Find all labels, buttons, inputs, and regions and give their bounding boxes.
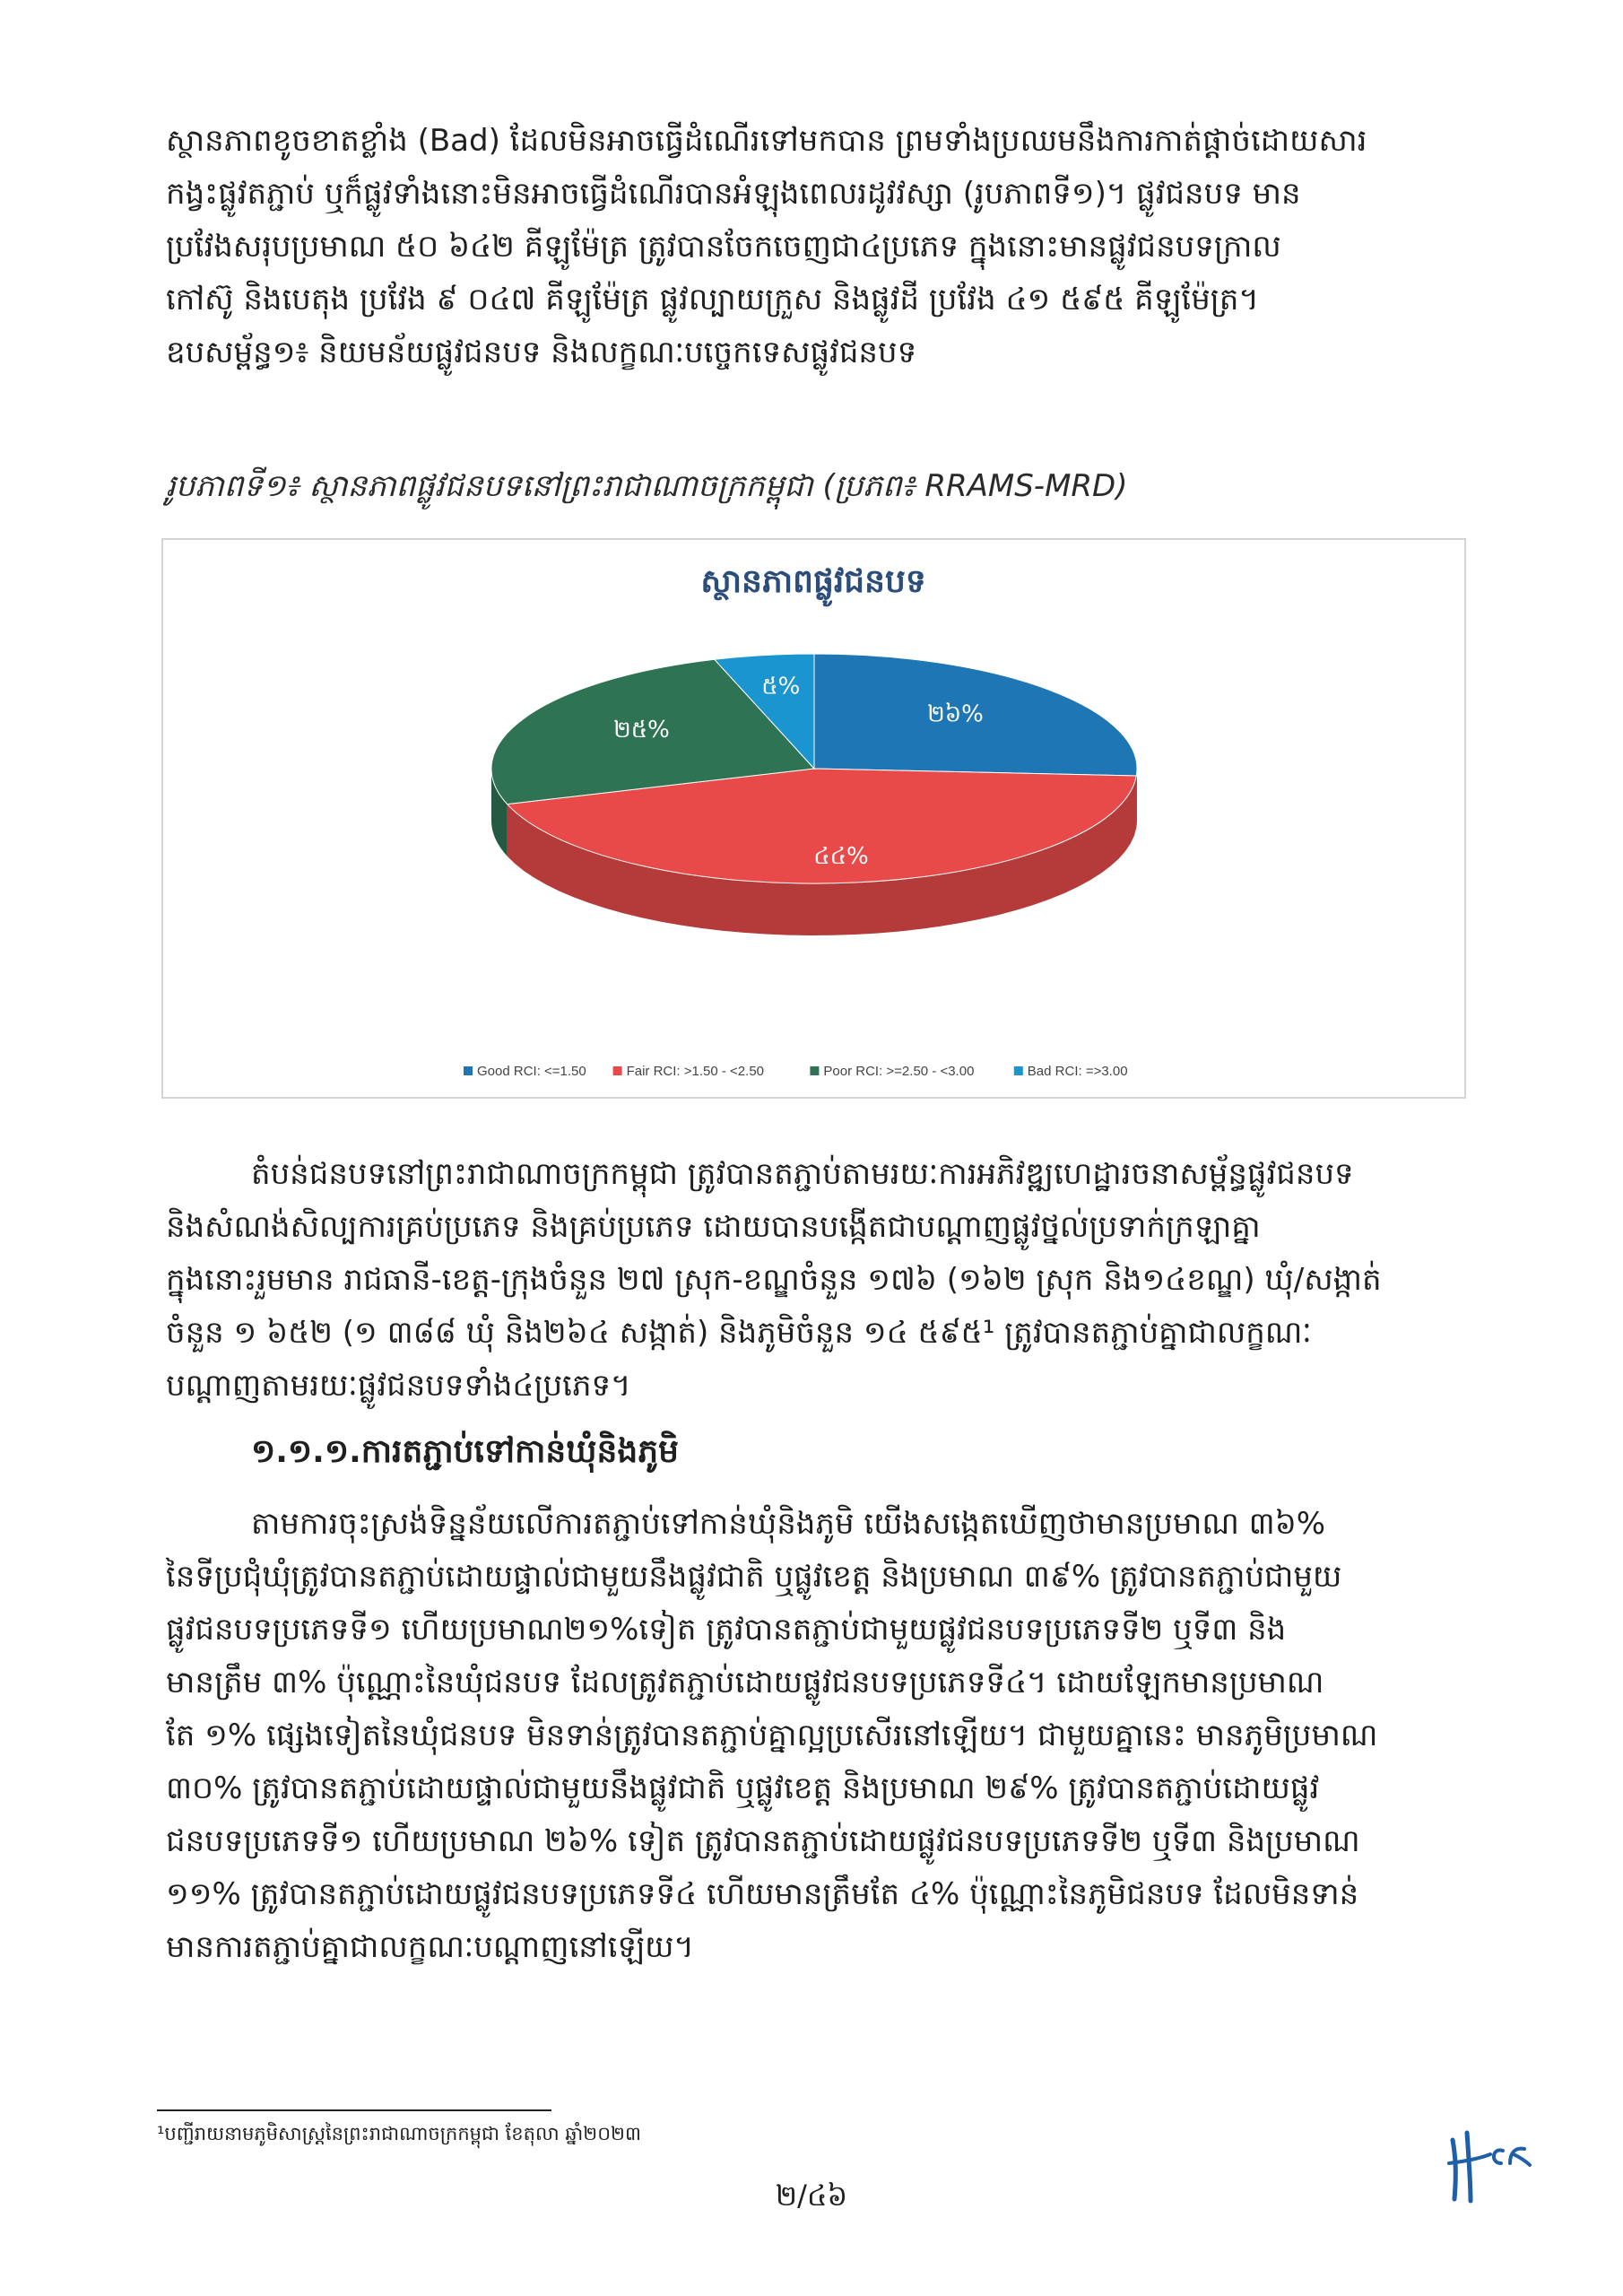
pie-chart-frame bbox=[161, 538, 1466, 1099]
section-heading: ១.១.១.ការតភ្ជាប់ទៅកាន់ឃុំនិងភូមិ bbox=[251, 1433, 679, 1470]
legend-label: Fair RCI: >1.50 - <2.50 bbox=[626, 1064, 765, 1079]
text-line: និងសំណង់សិល្បការគ្រប់ប្រភេទ និងគ្រប់ប្រភេទ ដោយបានបង្កើតជាបណ្តាញផ្លូវថ្នល់ប្រទាក់ក្រឡាគ្នា bbox=[166, 1209, 1261, 1245]
text-line: មានត្រឹម ៣% ប៉ុណ្ណោះនៃឃុំជនបទ ដែលត្រូវតភ្ជាប់ដោយផ្លូវជនបទប្រភេទទី៤។ ដោយឡែកមានប្រមាណ bbox=[166, 1665, 1324, 1700]
text-line: ១១% ត្រូវបានតភ្ជាប់ដោយផ្លូវជនបទប្រភេទទី៤ ហើយមានត្រឹមតែ ៤% ប៉ុណ្ណោះនៃភូមិជនបទ ដែលមិនទាន់ bbox=[166, 1876, 1359, 1912]
legend-swatch bbox=[613, 1066, 622, 1075]
commune-village-paragraph bbox=[166, 1498, 1484, 1974]
pie-chart bbox=[163, 540, 1464, 1097]
text-line: តែ ១% ផ្សេងទៀតនៃឃុំជនបទ មិនទាន់ត្រូវបានតភ្ជាប់គ្នាល្អប្រសើរនៅឡើយ។ ជាមួយគ្នានេះ មានភូមិប្រមាណ bbox=[166, 1718, 1378, 1753]
intro-paragraph bbox=[166, 115, 1484, 379]
text-line: តំបន់ជនបទនៅព្រះរាជាណាចក្រកម្ពុជា ត្រូវបានតភ្ជាប់តាមរយៈការអភិវឌ្ឍហេដ្ឋារចនាសម្ព័ន្ធផ្លូវជនបទ bbox=[251, 1156, 1354, 1192]
text-line: ៣០% ត្រូវបានតភ្ជាប់ដោយផ្ទាល់ជាមួយនឹងផ្លូវជាតិ ឬផ្លូវខេត្ត និងប្រមាណ ២៩% ត្រូវបានតភ្ជាប់ដោយផ្លូវ bbox=[166, 1770, 1320, 1806]
text-line: មានការតភ្ជាប់គ្នាជាលក្ខណៈបណ្តាញនៅឡើយ។ bbox=[166, 1929, 694, 1965]
legend-swatch bbox=[810, 1066, 819, 1075]
pie-data-label: ២៥% bbox=[613, 717, 670, 744]
legend-swatch bbox=[464, 1066, 473, 1075]
page-number: ២/៤៦ bbox=[775, 2179, 848, 2213]
text-line: ក្នុងនោះរួមមាន រាជធានី-ខេត្ត-ក្រុងចំនួន ២៧ ស្រុក-ខណ្ឌចំនួន ១៧៦ (១៦២ ស្រុក និង១៤ខណ្ឌ) ឃុំ/សង្កាត់ bbox=[166, 1262, 1382, 1298]
text-line: បណ្តាញតាមរយៈផ្លូវជនបទទាំង៤ប្រភេទ។ bbox=[166, 1368, 631, 1404]
figure-caption: រូបភាពទី១៖ ស្ថានភាពផ្លូវជនបទនៅព្រះរាជាណាចក្រកម្ពុជា (ប្រភព៖ RRAMS-MRD) bbox=[166, 468, 1128, 504]
text-line: កៅស៊ូ និងបេតុង ប្រវែង ៩ ០៤៧ គីឡូម៉ែត្រ ផ្លូវល្បាយក្រួស និងផ្លូវដី ប្រវែង ៤១ ៥៩៥ គីឡូម៉ែត្រ។ bbox=[166, 282, 1259, 317]
text-line: នៃទីប្រជុំឃុំត្រូវបានតភ្ជាប់ដោយផ្ទាល់ជាមួយនឹងផ្លូវជាតិ ឬផ្លូវខេត្ត និងប្រមាណ ៣៩% ត្រូវបានតភ្ជាប់ជាមួយ bbox=[166, 1559, 1342, 1595]
footnote-divider bbox=[157, 2109, 551, 2111]
text-line: ស្ថានភាពខូចខាតខ្លាំង (Bad) ដែលមិនអាចធ្វើដំណើរទៅមកបាន ព្រមទាំងប្រឈមនឹងការកាត់ផ្តាច់ដោយសារ bbox=[166, 123, 1367, 159]
handwritten-initials bbox=[1444, 2124, 1533, 2205]
chart-title: ស្ថានភាពផ្លូវជនបទ bbox=[700, 563, 926, 600]
footnote: ¹បញ្ជីរាយនាមភូមិសាស្ត្រនៃព្រះរាជាណាចក្រកម្ពុជា ខែតុលា ឆ្នាំ២០២៣ bbox=[157, 2123, 641, 2144]
pie-data-label: ៤៤% bbox=[813, 843, 869, 870]
text-line: ឧបសម្ព័ន្ធ១៖ និយមន័យផ្លូវជនបទ និងលក្ខណៈបច្ចេកទេសផ្លូវជនបទ bbox=[166, 335, 917, 370]
text-line: ចំនួន ១ ៦៥២ (១ ៣៨៨ ឃុំ និង២៦៤ សង្កាត់) និងភូមិចំនួន ១៤ ៥៩៥¹ ត្រូវបានតភ្ជាប់គ្នាជាលក្ខណៈ bbox=[166, 1315, 1312, 1351]
legend-label: Good RCI: <=1.50 bbox=[477, 1064, 586, 1079]
text-line: ជនបទប្រភេទទី១ ហើយប្រមាណ ២៦% ទៀត ត្រូវបានតភ្ជាប់ដោយផ្លូវជនបទប្រភេទទី២ ឬទី៣ និងប្រមាណ bbox=[166, 1823, 1360, 1859]
pie-data-label: ៥% bbox=[761, 673, 801, 700]
text-line: កង្វះផ្លូវតភ្ជាប់ ឬក៏ផ្លូវទាំងនោះមិនអាចធ្វើដំណើរបានអំឡុងពេលរដូវវស្សា (រូបភាពទី១)។ ផ្លូវជនបទ មាន bbox=[166, 176, 1301, 212]
rural-connectivity-paragraph bbox=[166, 1148, 1484, 1413]
text-line: ផ្លូវជនបទប្រភេទទី១ ហើយប្រមាណ២១%ទៀត ត្រូវបានតភ្ជាប់ជាមួយផ្លូវជនបទប្រភេទទី២ ឬទី៣ និង bbox=[166, 1612, 1287, 1648]
pie-data-label: ២៦% bbox=[927, 700, 984, 728]
text-line: តាមការចុះស្រង់ទិន្នន័យលើការតភ្ជាប់ទៅកាន់ឃុំនិងភូមិ យើងសង្កេតឃើញថាមានប្រមាណ ៣៦% bbox=[251, 1506, 1326, 1542]
text-line: ប្រវែងសរុបប្រមាណ ៥០ ៦៤២ គីឡូម៉ែត្រ ត្រូវបានចែកចេញជា៤ប្រភេទ ក្នុងនោះមានផ្លូវជនបទក្រាល bbox=[166, 229, 1281, 265]
legend-label: Bad RCI: =>3.00 bbox=[1027, 1064, 1128, 1079]
legend-label: Poor RCI: >=2.50 - <3.00 bbox=[823, 1064, 975, 1079]
legend-swatch bbox=[1014, 1066, 1023, 1075]
